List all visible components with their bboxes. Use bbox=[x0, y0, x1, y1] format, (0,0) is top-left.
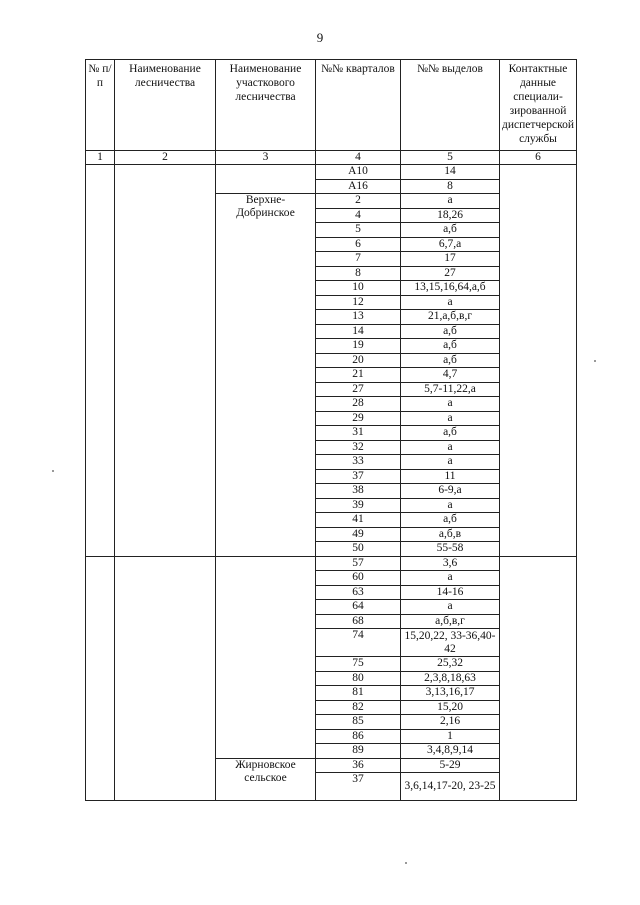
table-row: 85 2,16 bbox=[86, 715, 577, 730]
table-row: 41 а,б bbox=[86, 513, 577, 528]
table-row: 32 а bbox=[86, 440, 577, 455]
district-forestry-cell: Жирновское сельское bbox=[216, 758, 316, 801]
table-row: 7 17 bbox=[86, 252, 577, 267]
district-forestry-cell bbox=[216, 165, 316, 194]
table-row: 81 3,13,16,17 bbox=[86, 686, 577, 701]
header-number: № п/п bbox=[86, 60, 115, 151]
table-row: Верхне-Добринское 2 а bbox=[86, 194, 577, 209]
table-row: 57 3,6 bbox=[86, 556, 577, 571]
table-row: 27 5,7-11,22,а bbox=[86, 382, 577, 397]
scan-speck bbox=[594, 360, 596, 362]
table-row: Жирновское сельское 36 5-29 bbox=[86, 758, 577, 773]
table-row: 33 а bbox=[86, 455, 577, 470]
table-row: 6 6,7,а bbox=[86, 237, 577, 252]
table-row: 14 а,б bbox=[86, 324, 577, 339]
table-row: 39 а bbox=[86, 498, 577, 513]
table-row: 49 а,б,в bbox=[86, 527, 577, 542]
empty-number-cell bbox=[86, 165, 115, 557]
forestry-cell bbox=[115, 165, 216, 557]
header-contacts: Контактные данные специали-зированной диспетчерской службы bbox=[500, 60, 577, 151]
district-forestry-cell bbox=[216, 556, 316, 758]
table-row: 10 13,15,16,64,а,б bbox=[86, 281, 577, 296]
empty-number-cell bbox=[86, 556, 115, 801]
forest-quarters-table bbox=[85, 59, 577, 801]
scan-speck bbox=[52, 470, 54, 472]
table-row: 63 14-16 bbox=[86, 585, 577, 600]
forestry-cell bbox=[115, 556, 216, 801]
table-row: 75 25,32 bbox=[86, 657, 577, 672]
table-row: 60 а bbox=[86, 571, 577, 586]
contacts-cell bbox=[500, 556, 577, 801]
table-row: 37 11 bbox=[86, 469, 577, 484]
header-sections: №№ выделов bbox=[401, 60, 500, 151]
table-row: 80 2,3,8,18,63 bbox=[86, 671, 577, 686]
table-row: 19 а,б bbox=[86, 339, 577, 354]
district-forestry-cell: Верхне-Добринское bbox=[216, 194, 316, 557]
table-row: 37 3,6,14,17-20, 23-25 bbox=[86, 773, 577, 801]
table-row: 28 а bbox=[86, 397, 577, 412]
header-forestry: Наименование лесничества bbox=[115, 60, 216, 151]
table-row: 38 6-9,а bbox=[86, 484, 577, 499]
table-row: 8 27 bbox=[86, 266, 577, 281]
table-row: 82 15,20 bbox=[86, 700, 577, 715]
table-row: 12 а bbox=[86, 295, 577, 310]
table-row: 21 4,7 bbox=[86, 368, 577, 383]
table-row: 29 а bbox=[86, 411, 577, 426]
column-numbering-row: 1 2 3 4 5 6 bbox=[86, 151, 577, 165]
table-row: А10 14 bbox=[86, 165, 577, 180]
table-row: 50 55-58 bbox=[86, 542, 577, 557]
table-row: 4 18,26 bbox=[86, 208, 577, 223]
header-district-forestry: Наименование участкового лесничества bbox=[216, 60, 316, 151]
header-quarters: №№ кварталов bbox=[316, 60, 401, 151]
table-row: 20 а,б bbox=[86, 353, 577, 368]
table-row: 31 а,б bbox=[86, 426, 577, 441]
contacts-cell bbox=[500, 165, 577, 557]
table-row: 74 15,20,22, 33-36,40-42 bbox=[86, 629, 577, 657]
table-row: 64 а bbox=[86, 600, 577, 615]
table-row: А16 8 bbox=[86, 179, 577, 194]
table-row: 13 21,а,б,в,г bbox=[86, 310, 577, 325]
table-row: 89 3,4,8,9,14 bbox=[86, 744, 577, 759]
table-row: 86 1 bbox=[86, 729, 577, 744]
page-number: 9 bbox=[316, 30, 324, 45]
table-row: 68 а,б,в,г bbox=[86, 614, 577, 629]
table-row: 5 а,б bbox=[86, 223, 577, 238]
scan-speck bbox=[405, 862, 407, 864]
